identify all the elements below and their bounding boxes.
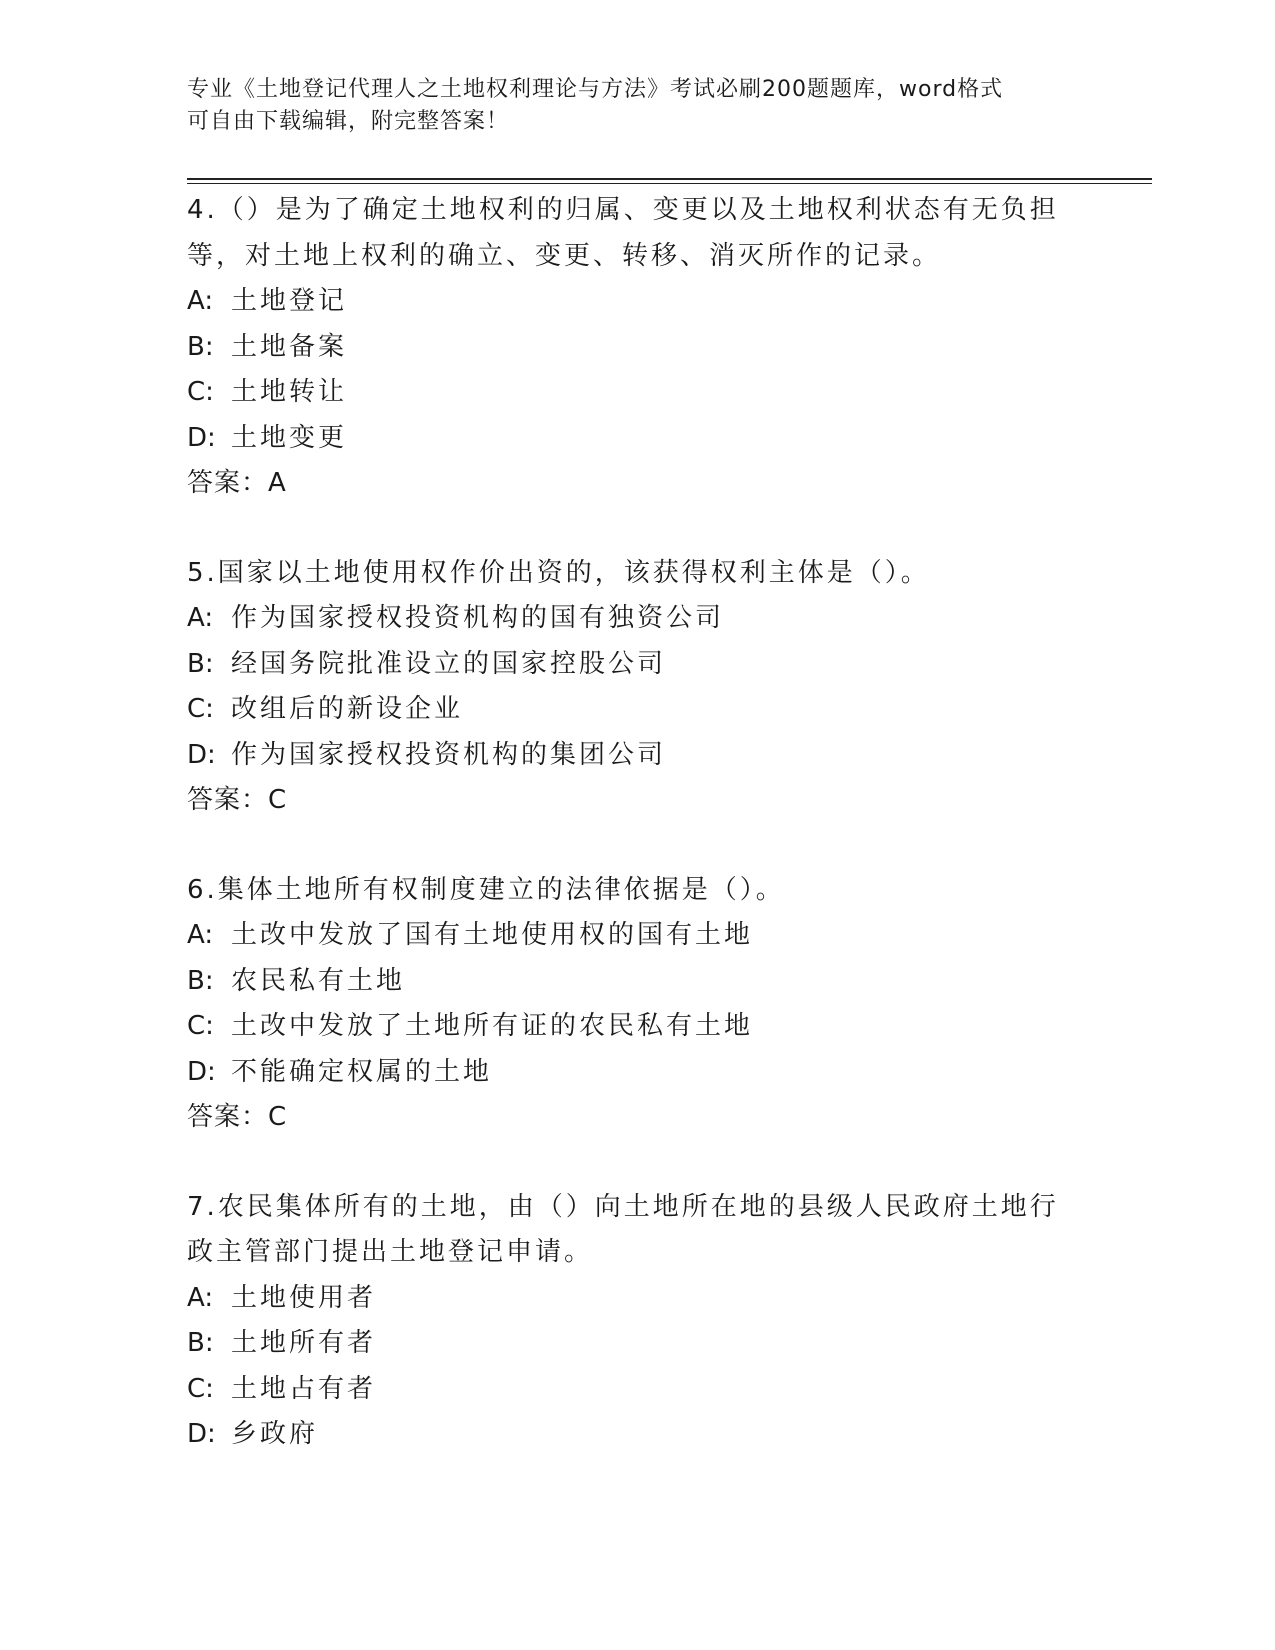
option-label: C: bbox=[187, 694, 214, 724]
option-text: 乡政府 bbox=[231, 1419, 319, 1449]
question-block bbox=[187, 868, 1087, 1141]
question-stem-line: 4.（）是为了确定土地权利的归属、变更以及土地权利状态有无负担 bbox=[187, 195, 1059, 225]
option-text: 土改中发放了国有土地使用权的国有土地 bbox=[231, 920, 754, 950]
question-stem-line: 6.集体土地所有权制度建立的法律依据是（）。 bbox=[187, 874, 785, 905]
option-text: 土地备案 bbox=[231, 331, 348, 362]
option-label: B: bbox=[187, 1328, 214, 1358]
option-text: 农民私有土地 bbox=[231, 965, 406, 996]
option-text: 作为国家授权投资机构的国有独资公司 bbox=[231, 603, 725, 633]
option-text: 土地转让 bbox=[231, 377, 348, 407]
option-text: 土地使用者 bbox=[231, 1282, 377, 1313]
option-text: 土地占有者 bbox=[231, 1373, 377, 1404]
option-label: B: bbox=[187, 965, 214, 996]
answer-option bbox=[187, 687, 1087, 733]
option-label: A: bbox=[187, 1282, 214, 1313]
answer-option bbox=[187, 370, 1087, 416]
option-label: A: bbox=[187, 603, 214, 633]
question-block bbox=[187, 1185, 1087, 1458]
answer-option bbox=[187, 596, 1087, 642]
option-text: 土地变更 bbox=[231, 422, 348, 453]
answer-key: 答案：C bbox=[187, 785, 288, 815]
answer-option bbox=[187, 279, 1087, 325]
question-stem-line: 等，对土地上权利的确立、变更、转移、消灭所作的记录。 bbox=[187, 240, 942, 271]
option-label: D: bbox=[187, 739, 216, 770]
answer-key: 答案：C bbox=[187, 1102, 288, 1132]
answer-option bbox=[187, 642, 1087, 688]
option-text: 土地所有者 bbox=[231, 1328, 377, 1358]
option-label: D: bbox=[187, 422, 216, 453]
header-divider bbox=[187, 178, 1152, 180]
header-divider-thin bbox=[187, 183, 1152, 184]
option-text: 土改中发放了土地所有证的农民私有土地 bbox=[231, 1011, 754, 1041]
answer-option bbox=[187, 1276, 1087, 1322]
question-stem-line: 7.农民集体所有的土地，由（）向土地所在地的县级人民政府土地行 bbox=[187, 1191, 1059, 1222]
option-label: A: bbox=[187, 286, 214, 316]
answer-option bbox=[187, 1321, 1087, 1367]
option-label: A: bbox=[187, 920, 214, 950]
option-label: B: bbox=[187, 648, 214, 679]
option-label: B: bbox=[187, 331, 214, 362]
question-stem-line: 5.国家以土地使用权作价出资的，该获得权利主体是（）。 bbox=[187, 557, 930, 588]
option-label: C: bbox=[187, 1011, 214, 1041]
question-block bbox=[187, 188, 1087, 507]
answer-option bbox=[187, 416, 1087, 462]
option-text: 土地登记 bbox=[231, 286, 348, 316]
answer-option bbox=[187, 959, 1087, 1005]
answer-option bbox=[187, 325, 1087, 371]
answer-option bbox=[187, 1412, 1087, 1458]
document-header bbox=[187, 74, 1087, 138]
answer-option bbox=[187, 1004, 1087, 1050]
answer-option bbox=[187, 913, 1087, 959]
header-title-line-1: 专业《土地登记代理人之土地权利理论与方法》考试必刷200题题库，word格式 bbox=[187, 77, 1004, 102]
option-label: C: bbox=[187, 377, 214, 407]
option-text: 改组后的新设企业 bbox=[231, 694, 464, 724]
option-label: D: bbox=[187, 1419, 216, 1449]
answer-key: 答案：A bbox=[187, 468, 287, 498]
option-text: 经国务院批准设立的国家控股公司 bbox=[231, 648, 667, 679]
answer-option bbox=[187, 1050, 1087, 1096]
question-block bbox=[187, 551, 1087, 824]
header-title-line-2: 可自由下载编辑，附完整答案！ bbox=[187, 109, 510, 134]
question-stem-line: 政主管部门提出土地登记申请。 bbox=[187, 1237, 594, 1267]
option-text: 不能确定权属的土地 bbox=[231, 1056, 493, 1087]
option-text: 作为国家授权投资机构的集团公司 bbox=[231, 739, 667, 770]
option-label: D: bbox=[187, 1056, 216, 1087]
option-label: C: bbox=[187, 1373, 214, 1404]
answer-option bbox=[187, 1367, 1087, 1413]
answer-option bbox=[187, 733, 1087, 779]
question-list bbox=[187, 188, 1087, 1458]
